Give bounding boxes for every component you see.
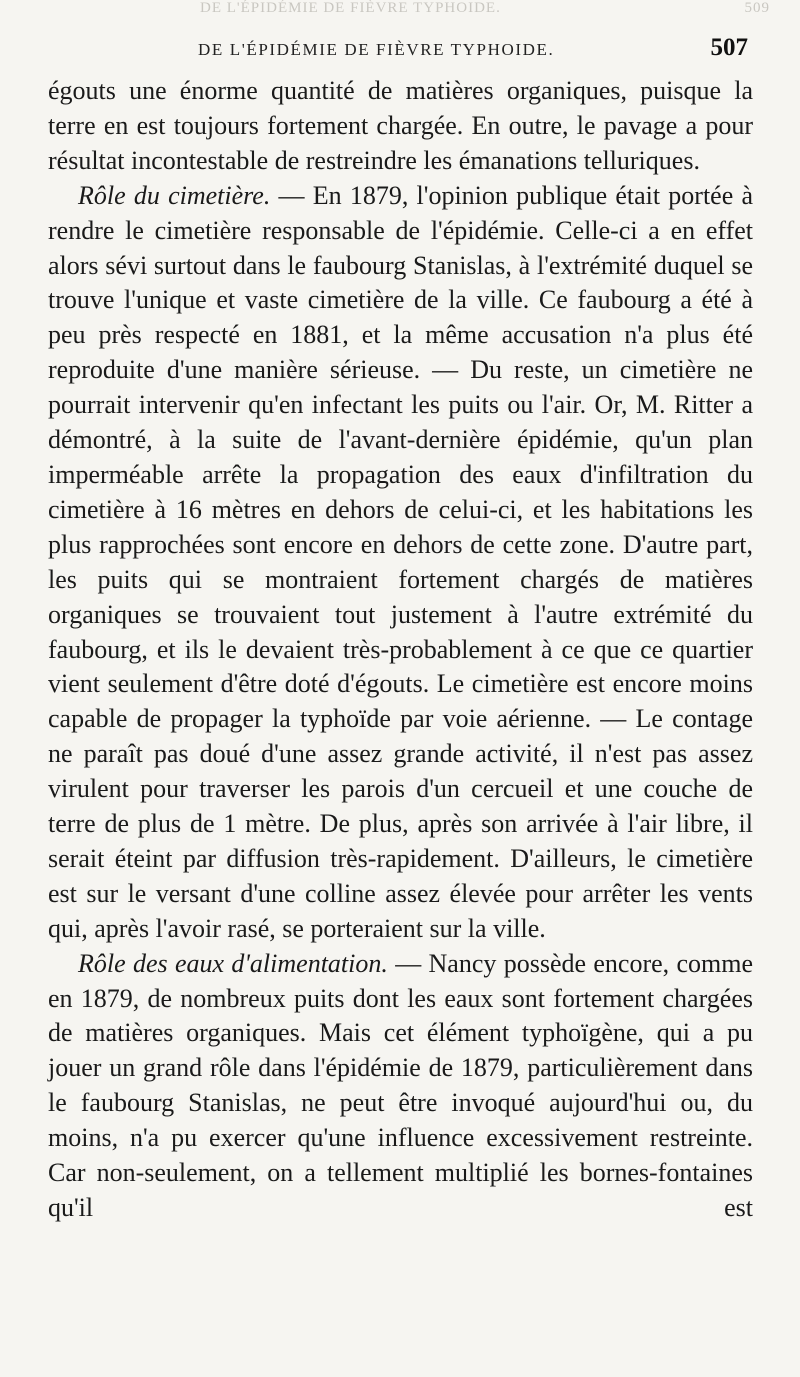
show-through-title: DE L'ÉPIDÉMIE DE FIÈVRE TYPHOIDE. [200,0,501,16]
paragraph-cimetiere [48,179,753,947]
paragraph-text: — En 1879, l'opinion publique était portée à rendre le cimetière responsable de l'épidémie. Celle-ci a en effet alors sévi surtout dans le faubourg Stanislas, à l'extrémité duquel se trouve l'unique et vaste cimetière de la ville. Ce faubourg a été à peu près respecté en 1881, et la même accusation n'a plus été reproduite d'une manière sérieuse. — Du reste, un cimetière ne pourrait intervenir qu'en infectant les puits ou l'air. Or, M. Ritter a démontré, à la suite de l'avant-dernière épidémie, qu'un plan imperméable arrête la propagation des eaux d'infiltration du cimetière à 16 mètres en dehors de celui-ci, et les habitations les plus rapprochées sont encore en dehors de cette zone. D'autre part, les puits qui se montraient fortement chargés de matières organiques se trouvaient tout justement à l'autre extrémité du faubourg, et ils le devaient très-probablement à ce que ce quartier vient seulement d'être doté d'égouts. Le cimetière est encore moins capable de propager la typhoïde par voie aérienne. — Le contage ne paraît pas doué d'une assez grande activité, il n'est pas assez virulent pour traverser les parois d'un cercueil et une couche de terre de plus de 1 mètre. De plus, après son arrivée à l'air libre, il serait éteint par diffusion très-rapidement. D'ailleurs, le cimetière est sur le versant d'une colline assez élevée pour arrêter les vents qui, après l'avoir rasé, se porteraient sur la ville. [48,180,753,943]
running-head [48,34,748,68]
running-head-title: DE L'ÉPIDÉMIE DE FIÈVRE TYPHOIDE. [198,40,555,59]
section-heading: Rôle des eaux d'alimentation. [78,948,388,978]
section-heading: Rôle du cimetière. [78,180,271,210]
body-text [48,74,753,1226]
paragraph-text: — Nancy possède encore, comme en 1879, de nombreux puits dont les eaux sont fortement chargées de matières organiques. Mais cet élément typhoïgène, qui a pu jouer un grand rôle dans l'épidémie de 1879, particulièrement dans le faubourg Stanislas, ne peut être invoqué aujourd'hui ou, du moins, n'a pu exercer qu'une influence excessivement restreinte. Car non-seulement, on a tellement multiplié les bornes-fontaines qu'il est [48,948,753,1222]
paragraph-text: égouts une énorme quantité de matières organiques, puisque la terre en est toujours fortement chargée. En outre, le pavage a pour résultat incontestable de restreindre les émanations telluriques. [48,76,753,175]
show-through-page-number: 509 [744,0,770,16]
page-number: 507 [710,34,748,61]
paragraph-eaux [48,947,753,1226]
paragraph-continuation [48,74,753,179]
show-through-header [190,0,770,20]
